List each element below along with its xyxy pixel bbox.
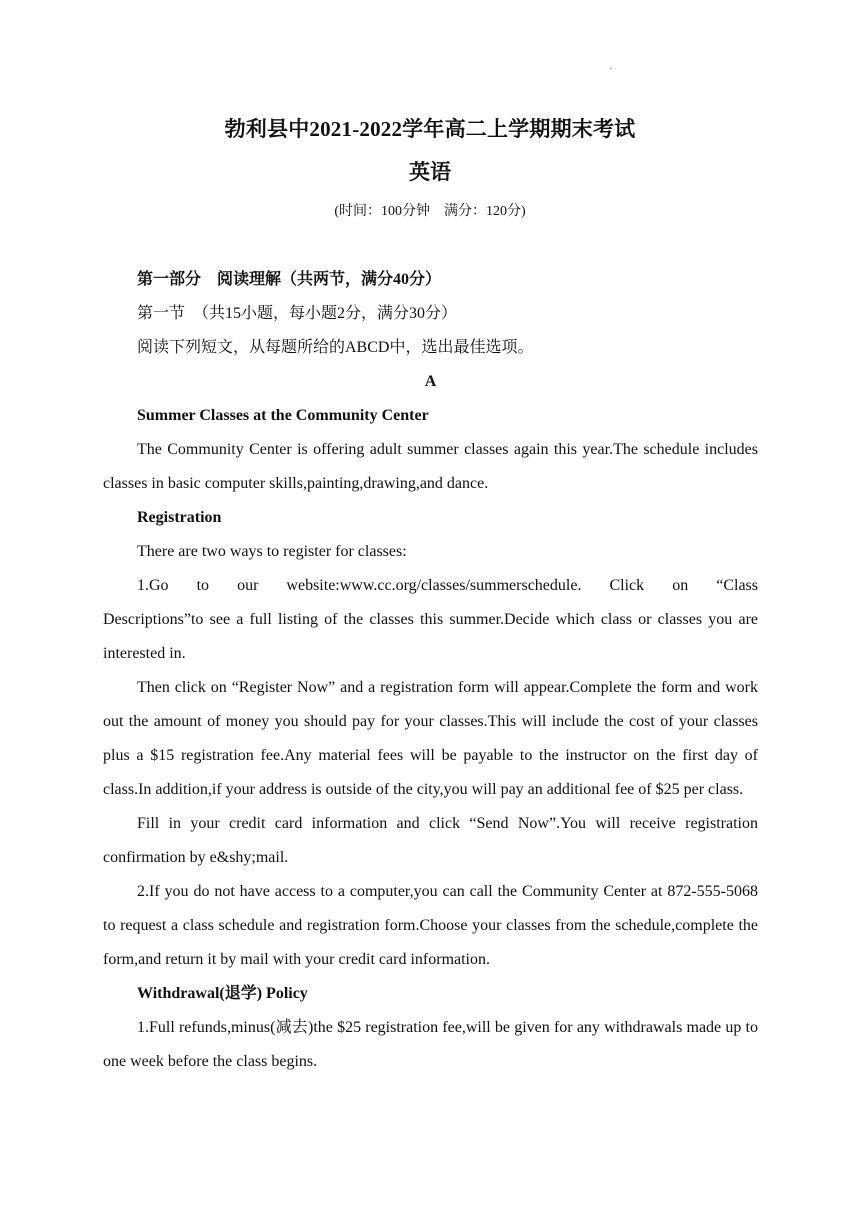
registration-step-2: 2.If you do not have access to a computer,you can call the Community Center at 872-555-5068 to request a class schedule and registration form.Choose your classes from the schedule,complete the form,and return it by mail with your credit card information. [103,883,758,968]
exam-content [103,263,758,1079]
exam-info: (时间：100分钟 满分：120分) [334,204,526,219]
exam-title: 勃利县中2021-2022学年高二上学期期末考试 [224,117,636,141]
registration-step-1-continued: Then click on “Register Now” and a registration form will appear.Complete the form and work out the amount of money you should pay for your classes.This will include the cost of your classes plus a $15 registration fee.Any material fees will be payable to the instructor on the first day of class.In addition,if your address is outside of the city,you will pay an additional fee of $25 per class. [103,679,758,798]
registration-step-1-rest: Descriptions”to see a full listing of the classes this summer.Decide which class or classes you are interested in. [103,611,758,662]
registration-intro: There are two ways to register for classes: [137,543,407,560]
corner-mark: · [609,64,613,75]
part-heading: 第一部分 阅读理解（共两节，满分40分） [137,271,442,288]
withdrawal-rule-1: 1.Full refunds,minus(减去)the $25 registration fee,will be given for any withdrawals made up to one week before the class begins. [103,1019,758,1070]
passage-intro: The Community Center is offering adult summer classes again this year.The schedule includes classes in basic computer skills,painting,drawing,and dance. [103,441,758,492]
passage-title: Summer Classes at the Community Center [137,407,429,424]
exam-subject: 英语 [409,160,451,184]
subsection-heading: 第一节 （共15小题，每小题2分，满分30分） [137,305,458,322]
registration-step-1-end: Fill in your credit card information and click “Send Now”.You will receive registration confirmation by e&shy;mail. [103,815,758,866]
registration-step-1-first-line: 1.Go to our website:www.cc.org/classes/summerschedule. Click on “Class [137,577,758,594]
passage-label: A [424,373,437,390]
instruction: 阅读下列短文，从每题所给的ABCD中，选出最佳选项。 [137,339,534,356]
registration-heading: Registration [137,509,222,526]
withdrawal-heading: Withdrawal(退学) Policy [137,985,308,1002]
